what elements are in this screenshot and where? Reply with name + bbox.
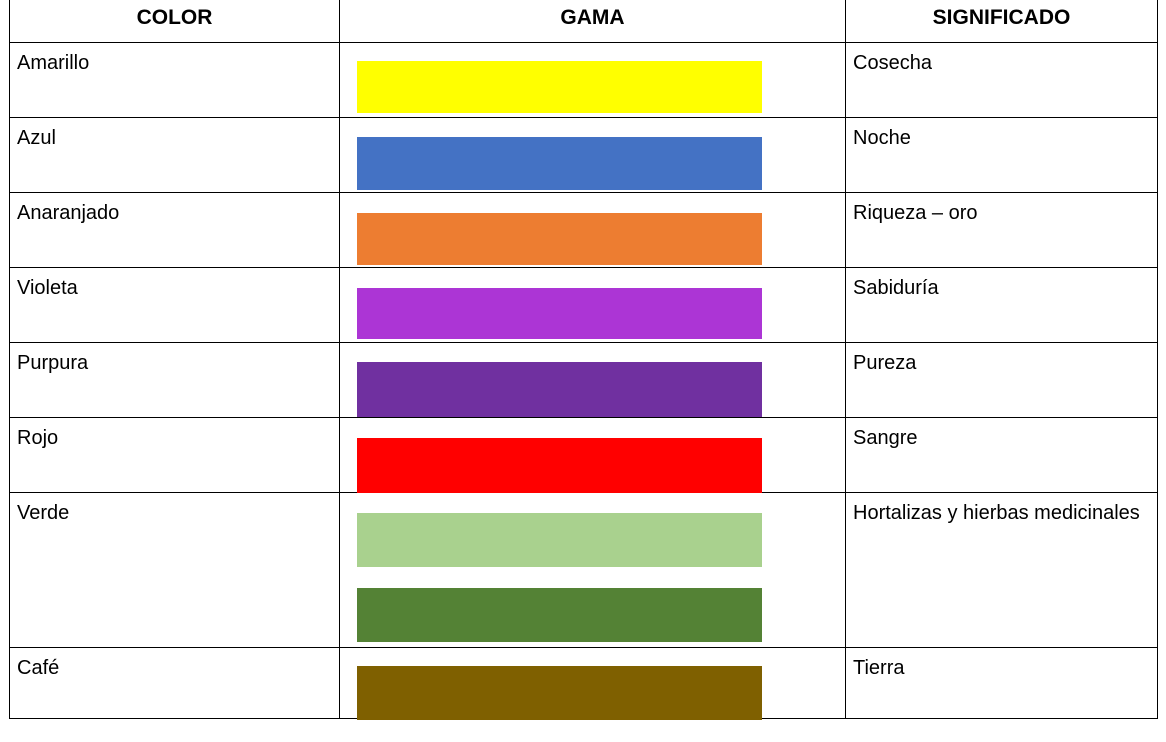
color-name: Verde (17, 502, 70, 524)
meaning-cell (846, 268, 1158, 343)
color-name-cell (10, 43, 340, 118)
color-name: Purpura (17, 352, 89, 374)
color-name: Violeta (17, 277, 78, 299)
meaning-cell (846, 418, 1158, 493)
meaning-cell (846, 118, 1158, 193)
table-row (10, 43, 1158, 118)
gama-cell (340, 343, 846, 418)
gama-cell (340, 418, 846, 493)
table-row (10, 418, 1158, 493)
gama-cell (340, 493, 846, 648)
meaning-text: Sabiduría (853, 277, 939, 299)
meaning-text: Hortalizas y hierbas medicinales (853, 502, 1140, 524)
meaning-cell (846, 193, 1158, 268)
gama-cell (340, 118, 846, 193)
color-name-cell (10, 648, 340, 719)
meaning-text: Sangre (853, 427, 918, 449)
color-name-cell (10, 268, 340, 343)
table-row (10, 343, 1158, 418)
color-name-cell (10, 343, 340, 418)
color-name-cell (10, 118, 340, 193)
gama-cell (340, 648, 846, 719)
table-row (10, 118, 1158, 193)
color-meaning-table (9, 0, 1158, 719)
color-swatch-dark (357, 588, 762, 642)
color-swatch (357, 666, 762, 720)
meaning-cell (846, 648, 1158, 719)
color-name-cell (10, 418, 340, 493)
color-swatch (357, 61, 762, 113)
meaning-cell (846, 43, 1158, 118)
color-name-cell (10, 493, 340, 648)
color-name-cell (10, 193, 340, 268)
meaning-text: Tierra (853, 657, 905, 679)
meaning-cell (846, 493, 1158, 648)
table-row (10, 648, 1158, 719)
color-swatch (357, 362, 762, 417)
meaning-text: Noche (853, 127, 911, 149)
header-color: COLOR (10, 0, 340, 43)
color-swatch (357, 438, 762, 493)
table-row (10, 493, 1158, 648)
color-swatch-light (357, 513, 762, 567)
header-row (10, 0, 1158, 43)
color-name: Café (17, 657, 60, 679)
meaning-text: Riqueza – oro (853, 202, 978, 224)
color-name: Rojo (17, 427, 59, 449)
meaning-cell (846, 343, 1158, 418)
color-swatch (357, 213, 762, 265)
color-swatch (357, 137, 762, 190)
color-name: Anaranjado (17, 202, 120, 224)
table-row (10, 193, 1158, 268)
table-row (10, 268, 1158, 343)
color-name: Azul (17, 127, 56, 149)
gama-cell (340, 268, 846, 343)
header-gama: GAMA (340, 0, 846, 43)
meaning-text: Pureza (853, 352, 917, 374)
color-name: Amarillo (17, 52, 90, 74)
gama-cell (340, 43, 846, 118)
header-significado: SIGNIFICADO (846, 0, 1158, 43)
meaning-text: Cosecha (853, 52, 932, 74)
color-swatch (357, 288, 762, 339)
gama-cell (340, 193, 846, 268)
